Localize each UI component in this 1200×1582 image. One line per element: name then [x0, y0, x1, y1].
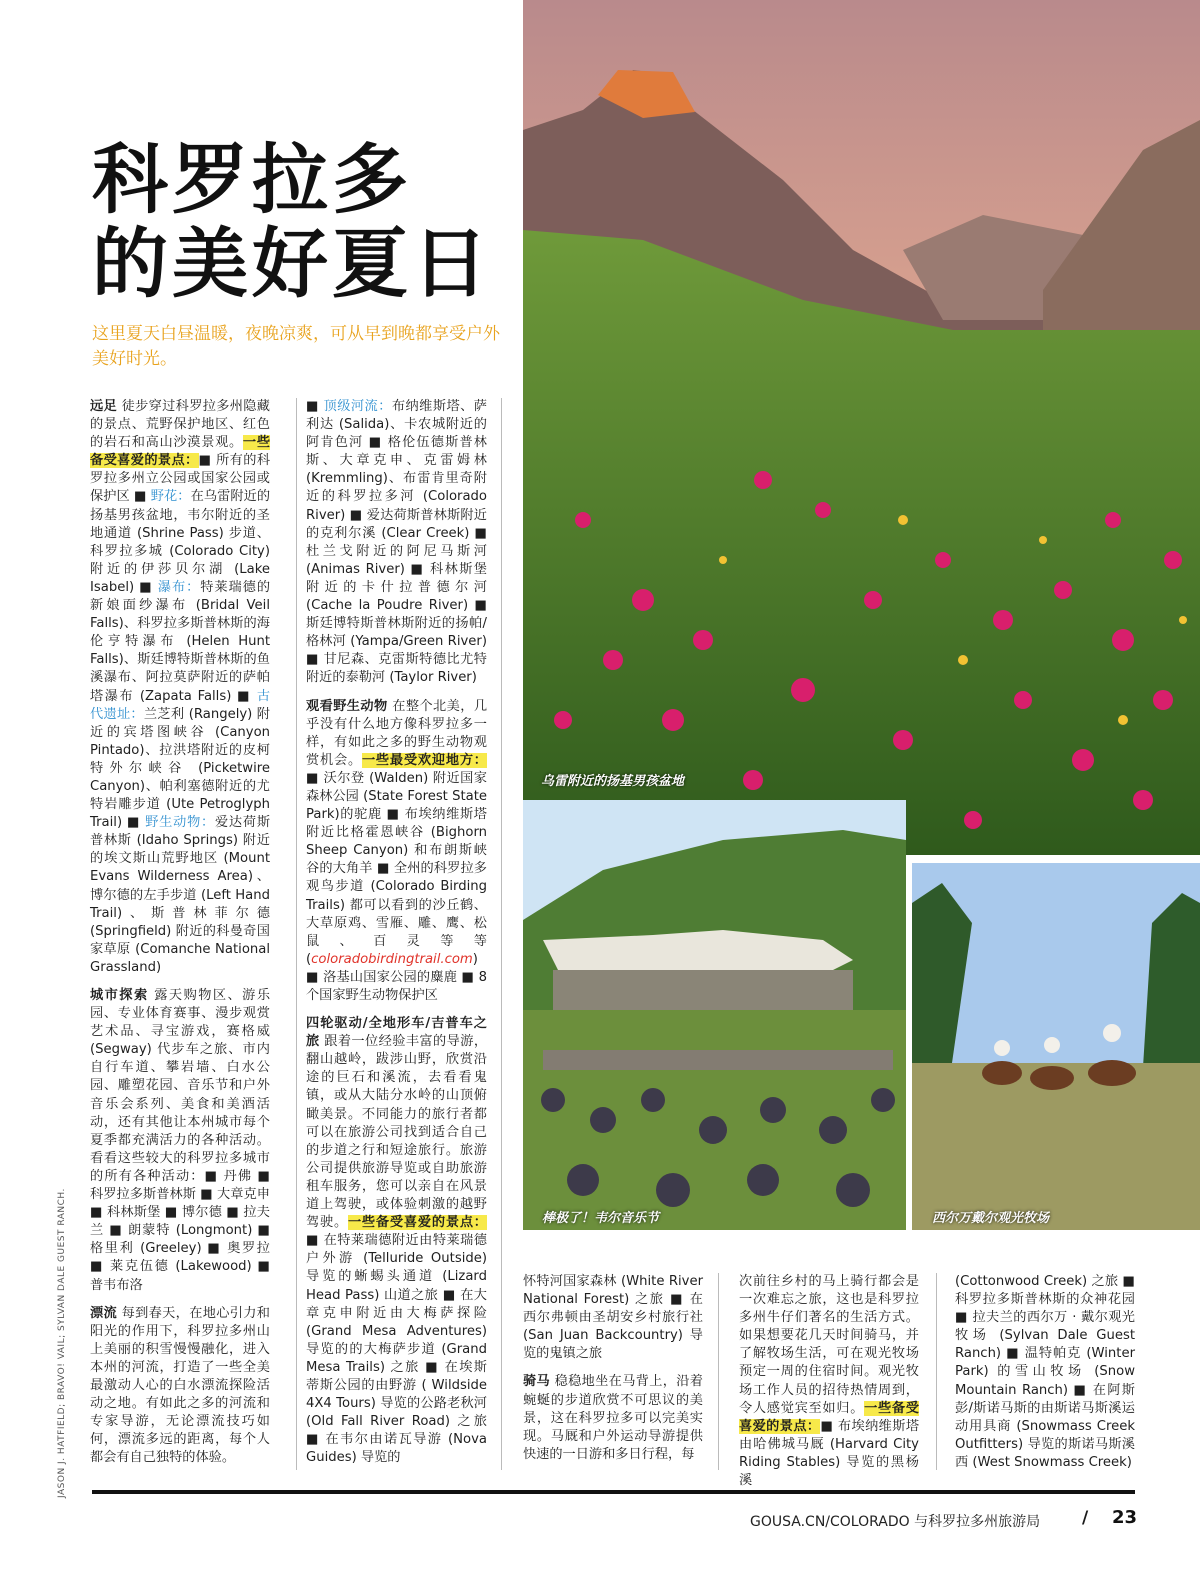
- article-title: [92, 135, 512, 308]
- text: 在整个北美，几乎没有什么地方像科罗拉多一样，有如此之多的野生动物观赏机会。: [306, 698, 488, 768]
- heading-4wd: 四轮驱动/全地形车/吉普车之旅: [306, 1016, 487, 1050]
- column-3: [523, 1273, 703, 1474]
- category-ancient-sites: 古代遗址：: [90, 688, 270, 722]
- birding-trail-link[interactable]: coloradobirdingtrail.com: [311, 951, 473, 967]
- section-rafting: [90, 1305, 270, 1468]
- text: 爱达荷斯普林斯 (Idaho Springs) 附近的埃文斯山荒野地区 (Mount Evans Wilderness Area)、博尔德的左手步道 (Left Hand Trail)、斯普林菲尔德 (Springfield) 附近的科曼奇国家草原 (Comanche National Grassland): [90, 815, 271, 975]
- section-wildlife: [306, 698, 487, 1006]
- photo-sylvan-dale-ranch: [912, 863, 1200, 1230]
- text: ■ 布埃纳维斯塔由哈佛城马厩 (Harvard City Riding Stables) 导览的黑杨溪: [739, 1418, 920, 1489]
- column-5: [955, 1273, 1135, 1482]
- text: ■ 所有的科罗拉多州立公园或国家公园或保护区 ■: [90, 453, 271, 505]
- page-number: 23: [1112, 1507, 1138, 1528]
- title-line-2: 的美好夏日: [92, 219, 492, 308]
- caption-vail-music-festival: 棒极了！韦尔音乐节: [542, 1211, 660, 1226]
- section-hiking: [90, 398, 270, 977]
- text: ■: [306, 399, 324, 414]
- column-divider: [718, 1273, 719, 1470]
- column-divider: [501, 398, 502, 1470]
- text: 在乌雷附近的扬基男孩盆地，韦尔附近的圣地通道 (Shrine Pass) 步道、科罗拉多城 (Colorado City) 附近的伊莎贝尔湖 (Lake Isabel) ■: [90, 489, 271, 595]
- highlight-favorites: 一些备受喜爱的景点：: [347, 1215, 487, 1231]
- text: ) ■ 洛基山国家公园的麋鹿 ■ 8 个国家野生动物保护区: [306, 951, 487, 1003]
- text: (Cottonwood Creek) 之旅 ■ 科罗拉多斯普林斯的众神花园 ■ 拉夫兰的西尔万 · 戴尔观光牧场 (Sylvan Dale Guest Ranch) ■ 温特帕克 (Winter Park) 的雪山牧场 (Snow Mountain Ranch) ■ 在阿斯彭/斯诺马斯的由斯诺马斯溪运动用具商 (Snowmass Creek Outfitters) 导览的斯诺马斯溪西 (West Snowmass Creek): [955, 1274, 1135, 1470]
- section-4wd: [306, 1015, 487, 1467]
- highlight-favorites: 一些备受喜爱的景点：: [90, 435, 271, 469]
- footer-separator: /: [1082, 1508, 1089, 1528]
- heading-hiking: 远足: [90, 399, 118, 414]
- caption-sylvan-dale-ranch: 西尔万戴尔观光牧场: [932, 1211, 1050, 1226]
- text-block: [955, 1273, 1135, 1472]
- category-top-rivers: 顶级河流：: [323, 399, 392, 414]
- text-block: [523, 1273, 703, 1363]
- text: ■ 沃尔登 (Walden) 附近国家森林公园 (State Forest State Park)的驼鹿 ■ 布埃纳维斯塔附近比格霍恩峡谷 (Bighorn Sheep Canyon) 和布朗斯峡谷的大角羊 ■ 全州的科罗拉多观鸟步道 (Colorado Birding Trails) 都可以看到的沙丘鹤、大草原鸡、雪雁、雕、鹰、松鼠、百灵等等 (: [306, 770, 487, 967]
- text: 徒步穿过科罗拉多州隐藏的景点、荒野保护地区、红色的岩石和高山沙漠景观。: [90, 399, 270, 451]
- caption-yankee-boy-basin: 乌雷附近的扬基男孩盆地: [541, 774, 685, 789]
- heading-wildlife: 观看野生动物: [306, 698, 388, 714]
- text: 怀特河国家森林 (White River National Forest) 之旅 ■ 在西尔弗顿由圣胡安乡村旅行社 (San Juan Backcountry) 导览的鬼镇之旅: [523, 1274, 703, 1362]
- section-city: [90, 987, 270, 1295]
- text: 露天购物区、游乐园、专业体育赛事、漫步观赏艺术品、寻宝游戏，赛格威 (Segway) 代步车之旅、市内自行车道、攀岩墙、白水公园、雕塑花园、音乐节和户外音乐会系列、美食和美酒活动，还有其他让本州城市每个夏季都充满活力的各种活动。看看这些较大的科罗拉多城市的所有各种活动：■ 丹佛 ■ 科罗拉多斯普林斯 ■ 大章克申 ■ 科林斯堡 ■ 博尔德 ■ 拉夫兰 ■ 朗蒙特 (Longmont) ■ 格里利 (Greeley) ■ 奥罗拉 ■ 莱克伍德 (Lakewood) ■ 普韦布洛: [90, 988, 271, 1293]
- text: 布纳维斯塔、萨利达 (Salida)、卡农城附近的阿肯色河 ■ 格伦伍德斯普林斯、大章克申、克雷姆林 (Kremmling)、布雷肯里奇附近的科罗拉多河 (Colorado River) ■ 爱达荷斯普林斯附近的克利尔溪 (Clear Creek) ■ 杜兰戈附近的阿尼马斯河 (Animas River) ■ 科林斯堡附近的卡什拉普德尔河 (Cache la Poudre River) ■ 斯廷博特斯普林斯附近的扬帕/格林河 (Yampa/Green River) ■ 甘尼森、克雷斯特德比尤特附近的泰勒河 (Taylor River): [306, 399, 487, 686]
- section-horseback: [523, 1373, 703, 1463]
- text: 兰芝利 (Rangely) 附近的宾塔图峡谷 (Canyon Pintado)、拉洪塔附近的皮柯特外尔峡谷 (Picketwire Canyon)、帕利塞德附近的尤特岩雕步道 (Ute Petroglyph Trail) ■: [90, 706, 270, 831]
- heading-horseback: 骑马: [523, 1374, 551, 1390]
- title-line-1: 科罗拉多: [92, 135, 412, 224]
- category-wildlife: 野生动物：: [145, 815, 215, 831]
- text: 特莱瑞德的新娘面纱瀑布 (Bridal Veil Falls)、科罗拉多斯普林斯的海伦亨特瀑布 (Helen Hunt Falls)、斯廷博特斯普林斯的鱼溪瀑布、阿拉莫萨附近的萨帕塔瀑布 (Zapata Falls) ■: [90, 579, 271, 704]
- highlight-favorites: 一些备受喜爱的景点：: [739, 1400, 919, 1434]
- text: 每到春天，在地心引力和阳光的作用下，科罗拉多州山上美丽的积雪慢慢融化，进入本州的河流，打造了一些全美最激动人心的白水漂流探险活动之地。有如此之多的河流和专家导游，无论漂流技巧如何，漂流多远的距离，每个人都会有自己独特的体验。: [90, 1305, 270, 1466]
- text: ■ 在特莱瑞德附近由特莱瑞德户外游 (Telluride Outside) 导览的蜥蜴头通道 (Lizard Head Pass) 山道之旅 ■ 在大章克申附近由大梅萨探险 (Grand Mesa Adventures) 导览的的大梅萨步道 (Grand Mesa Trails) 之旅 ■ 在埃斯蒂斯公园的由野游 ( Wildside 4X4 Tours) 导览的公路老秋河 (Old Fall River Road) 之旅 ■ 在韦尔由诺瓦导游 (Nova Guides) 导览的: [306, 1233, 487, 1466]
- photo-credit: JASON J. HATFIELD; BRAVO! VAIL; SYLVAN DALE GUEST RANCH.: [57, 1188, 67, 1498]
- section-rivers: [306, 398, 487, 688]
- text: 次前往乡村的马上骑行都会是一次难忘之旅，这也是科罗拉多州牛仔们著名的生活方式。如果想要花几天时间骑马，并了解牧场生活，可在观光牧场预定一周的住宿时间。观光牧场工作人员的招待热情周到，令人感觉宾至如归。: [739, 1274, 919, 1416]
- column-divider: [296, 398, 297, 1470]
- column-1: [90, 398, 270, 1477]
- article-subtitle: 这里夏天白昼温暖，夜晚凉爽，可从早到晚都享受户外美好时光。: [92, 324, 500, 369]
- highlight-popular: 一些最受欢迎地方：: [361, 752, 487, 768]
- text: 稳稳地坐在马背上，沿着蜿蜒的步道欣赏不可思议的美景，这在科罗拉多可以完美实现。马厩和户外运动导游提供快速的一日游和多日行程，每: [523, 1374, 703, 1462]
- text: 跟着一位经验丰富的导游，翻山越岭，跋涉山野，欣赏沿途的巨石和溪流，去看看鬼镇，或从大陆分水岭的山顶俯瞰美景。不同能力的旅行者都可以在旅游公司找到适合自己的步道之行和短途旅行。旅游公司提供旅游导览或自助旅游租车服务，您可以亲自在风景道上驾驶，或体验刺激的越野驾驶。: [306, 1034, 488, 1231]
- photo-vail-music-festival: [523, 800, 906, 1230]
- column-divider: [936, 1273, 937, 1470]
- photo-yankee-boy-basin: [523, 0, 1200, 855]
- category-wildflowers: 野花：: [150, 489, 191, 505]
- column-2: [306, 398, 487, 1477]
- column-4: [739, 1273, 919, 1500]
- category-waterfalls: 瀑布：: [157, 579, 201, 595]
- footer-rule: [92, 1490, 1135, 1494]
- footer-site[interactable]: GOUSA.CN/COLORADO 与科罗拉多州旅游局: [750, 1514, 1041, 1530]
- heading-city: 城市探索: [90, 988, 149, 1003]
- heading-rafting: 漂流: [90, 1305, 118, 1321]
- text-block: [739, 1273, 919, 1490]
